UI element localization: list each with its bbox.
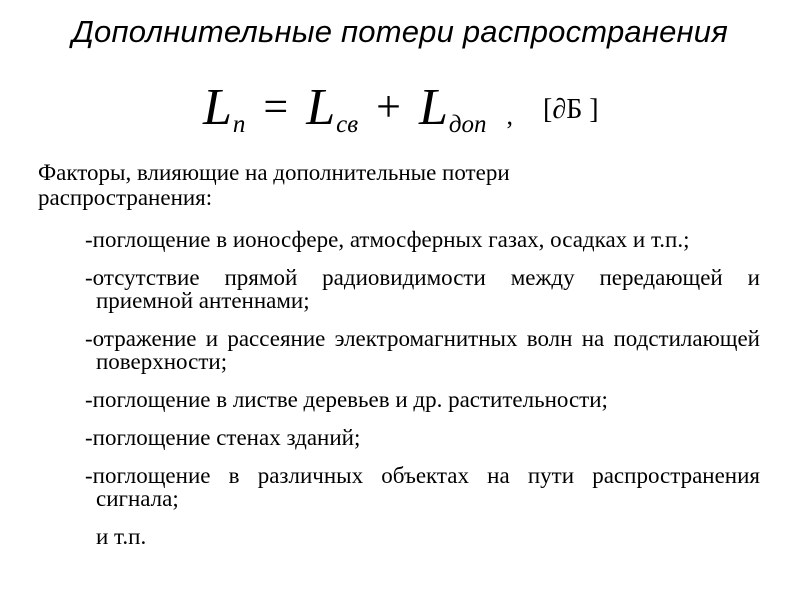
formula-term1-subscript: св — [336, 111, 359, 138]
formula-term1-symbol: L — [306, 79, 336, 136]
factor-item-etc: и т.п. — [96, 524, 147, 549]
factor-item-walls: -поглощение стенах зданий; — [85, 425, 361, 450]
unit-close-bracket: ] — [582, 94, 599, 125]
formula-plus: + — [376, 82, 401, 131]
slide-title: Дополнительные потери распространения — [71, 14, 728, 49]
formula-term2-symbol: L — [418, 79, 448, 136]
formula-lhs-subscript: п — [232, 111, 246, 138]
factor-item-objects: -поглощение в различных объектах на пути распространения сигнала; — [85, 463, 760, 511]
factors-list — [85, 228, 760, 563]
formula-term2-subscript: доп — [448, 111, 487, 138]
unit-partial: ∂ — [552, 94, 567, 125]
factors-intro: Факторы, влияющие на дополнительные потери распространения: — [38, 160, 510, 210]
factor-item-ionosphere: -поглощение в ионосфере, атмосферных газах, осадках и т.п.; — [85, 227, 690, 252]
formula-lhs-symbol: L — [203, 79, 232, 136]
factor-item-reflection: -отражение и рассеяние электромагнитных волн на подстилающей поверхности; — [85, 326, 760, 374]
factor-item-line-of-sight: -отсутствие прямой радиовидимости между передающей и приемной антеннами; — [85, 265, 760, 313]
unit-open-bracket: [ — [543, 94, 553, 125]
formula-unit — [543, 94, 599, 125]
factor-item-foliage: -поглощение в листве деревьев и др. растительности; — [85, 387, 608, 412]
propagation-loss-formula — [203, 78, 599, 138]
formula-equals: = — [263, 82, 289, 131]
unit-b: Б — [566, 94, 583, 125]
formula-comma: , — [506, 101, 514, 130]
